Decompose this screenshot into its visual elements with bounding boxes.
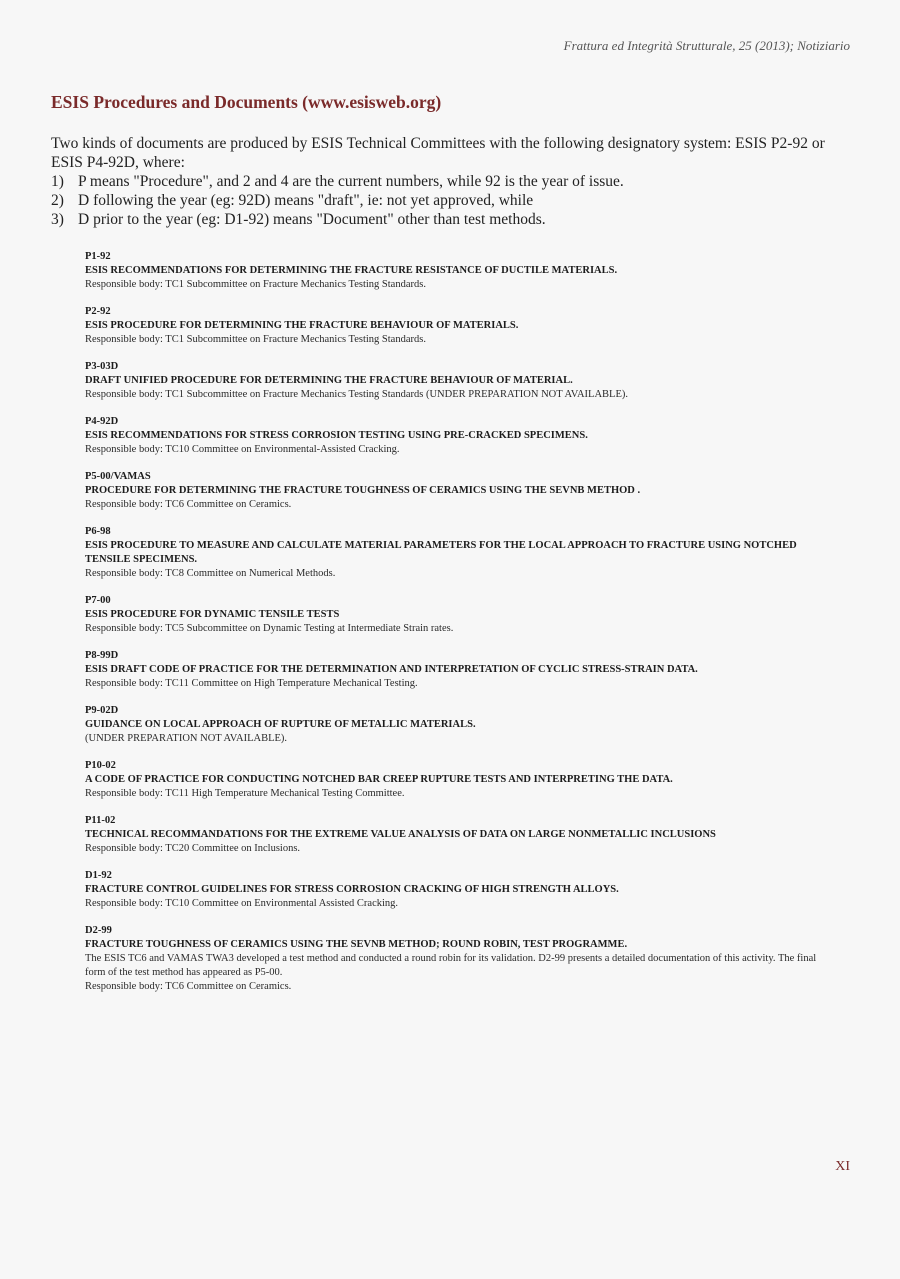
document-title: PROCEDURE FOR DETERMINING THE FRACTURE TOUGHNESS OF CERAMICS USING THE SEVNB METHOD . [85, 485, 641, 496]
document-responsible: Responsible body: TC10 Committee on Environmental Assisted Cracking. [85, 898, 399, 909]
intro-list-item [51, 210, 851, 229]
document-title: ESIS RECOMMENDATIONS FOR STRESS CORROSION TESTING USING PRE-CRACKED SPECIMENS. [85, 430, 588, 441]
document-entry [85, 924, 820, 994]
document-code: P10-02 [85, 760, 116, 771]
document-entry [85, 470, 820, 512]
document-entry [85, 250, 820, 292]
document-title: DRAFT UNIFIED PROCEDURE FOR DETERMINING THE FRACTURE BEHAVIOUR OF MATERIAL. [85, 375, 573, 386]
intro-item-number: 3) [51, 211, 64, 228]
document-responsible: Responsible body: TC1 Subcommittee on Fracture Mechanics Testing Standards. [85, 279, 426, 290]
document-code: D2-99 [85, 925, 112, 936]
document-title: GUIDANCE ON LOCAL APPROACH OF RUPTURE OF METALLIC MATERIALS. [85, 719, 476, 730]
intro [51, 134, 851, 229]
document-responsible: Responsible body: TC10 Committee on Environmental-Assisted Cracking. [85, 444, 400, 455]
document-entry [85, 525, 820, 581]
document-responsible: (UNDER PREPARATION NOT AVAILABLE). [85, 733, 288, 744]
section-title: ESIS Procedures and Documents (www.esisweb.org) [51, 92, 442, 112]
document-code: P9-02D [85, 705, 119, 716]
intro-paragraph: Two kinds of documents are produced by ESIS Technical Committees with the following designatory system: ESIS P2-92 or ESIS P4-92D, where: [51, 135, 825, 171]
document-code: P1-92 [85, 251, 111, 262]
document-code: P6-98 [85, 526, 111, 537]
document-title: ESIS RECOMMENDATIONS FOR DETERMINING THE FRACTURE RESISTANCE OF DUCTILE MATERIALS. [85, 265, 618, 276]
document-entry [85, 869, 820, 911]
document-entry [85, 305, 820, 347]
intro-item-text: D following the year (eg: 92D) means "draft", ie: not yet approved, while [78, 192, 534, 209]
document-entry [85, 814, 820, 856]
document-entry [85, 759, 820, 801]
document-title: TECHNICAL RECOMMANDATIONS FOR THE EXTREME VALUE ANALYSIS OF DATA ON LARGE NONMETALLIC INCLUSIONS [85, 829, 716, 840]
document-entry [85, 594, 820, 636]
intro-list-item [51, 172, 851, 191]
document-code: P4-92D [85, 416, 119, 427]
intro-list-item [51, 191, 851, 210]
document-title: FRACTURE TOUGHNESS OF CERAMICS USING THE SEVNB METHOD; ROUND ROBIN, TEST PROGRAMME. [85, 939, 628, 950]
document-entry [85, 704, 820, 746]
document-code: P7-00 [85, 595, 111, 606]
document-code: P2-92 [85, 306, 111, 317]
document-code: P3-03D [85, 361, 119, 372]
document-title: A CODE OF PRACTICE FOR CONDUCTING NOTCHED BAR CREEP RUPTURE TESTS AND INTERPRETING THE DATA. [85, 774, 673, 785]
document-title: ESIS DRAFT CODE OF PRACTICE FOR THE DETERMINATION AND INTERPRETATION OF CYCLIC STRESS-STRAIN DATA. [85, 664, 698, 675]
intro-item-text: P means "Procedure", and 2 and 4 are the current numbers, while 92 is the year of issue. [78, 173, 624, 190]
document-title: ESIS PROCEDURE TO MEASURE AND CALCULATE MATERIAL PARAMETERS FOR THE LOCAL APPROACH TO FRACTURE USING NOTCHED TENSILE SPECIMENS. [85, 540, 797, 565]
document-responsible: Responsible body: TC8 Committee on Numerical Methods. [85, 568, 336, 579]
page-number: XI [835, 1159, 850, 1174]
document-entry [85, 360, 820, 402]
running-header: Frattura ed Integrità Strutturale, 25 (2013); Notiziario [563, 38, 850, 53]
document-entry [85, 415, 820, 457]
document-responsible: Responsible body: TC11 High Temperature Mechanical Testing Committee. [85, 788, 405, 799]
document-code: P11-02 [85, 815, 116, 826]
document-responsible: Responsible body: TC5 Subcommittee on Dynamic Testing at Intermediate Strain rates. [85, 623, 454, 634]
document-code: P5-00/VAMAS [85, 471, 151, 482]
document-code: P8-99D [85, 650, 119, 661]
document-description: The ESIS TC6 and VAMAS TWA3 developed a test method and conducted a round robin for its validation. D2-99 presents a detailed documentation of this activity. The final form of the test method has appeared as P5-00. [85, 953, 817, 978]
document-entry [85, 649, 820, 691]
document-code: D1-92 [85, 870, 112, 881]
document-list [85, 250, 820, 1007]
intro-list [51, 172, 851, 229]
document-responsible: Responsible body: TC1 Subcommittee on Fracture Mechanics Testing Standards (UNDER PREPARATION NOT AVAILABLE). [85, 389, 629, 400]
intro-item-number: 2) [51, 192, 64, 209]
document-responsible: Responsible body: TC20 Committee on Inclusions. [85, 843, 301, 854]
document-responsible: Responsible body: TC6 Committee on Ceramics. [85, 499, 292, 510]
intro-item-number: 1) [51, 173, 64, 190]
document-responsible: Responsible body: TC11 Committee on High Temperature Mechanical Testing. [85, 678, 418, 689]
document-title: ESIS PROCEDURE FOR DETERMINING THE FRACTURE BEHAVIOUR OF MATERIALS. [85, 320, 519, 331]
document-responsible: Responsible body: TC6 Committee on Ceramics. [85, 981, 292, 992]
document-title: FRACTURE CONTROL GUIDELINES FOR STRESS CORROSION CRACKING OF HIGH STRENGTH ALLOYS. [85, 884, 619, 895]
document-title: ESIS PROCEDURE FOR DYNAMIC TENSILE TESTS [85, 609, 340, 620]
document-responsible: Responsible body: TC1 Subcommittee on Fracture Mechanics Testing Standards. [85, 334, 426, 345]
intro-item-text: D prior to the year (eg: D1-92) means "Document" other than test methods. [78, 211, 546, 228]
